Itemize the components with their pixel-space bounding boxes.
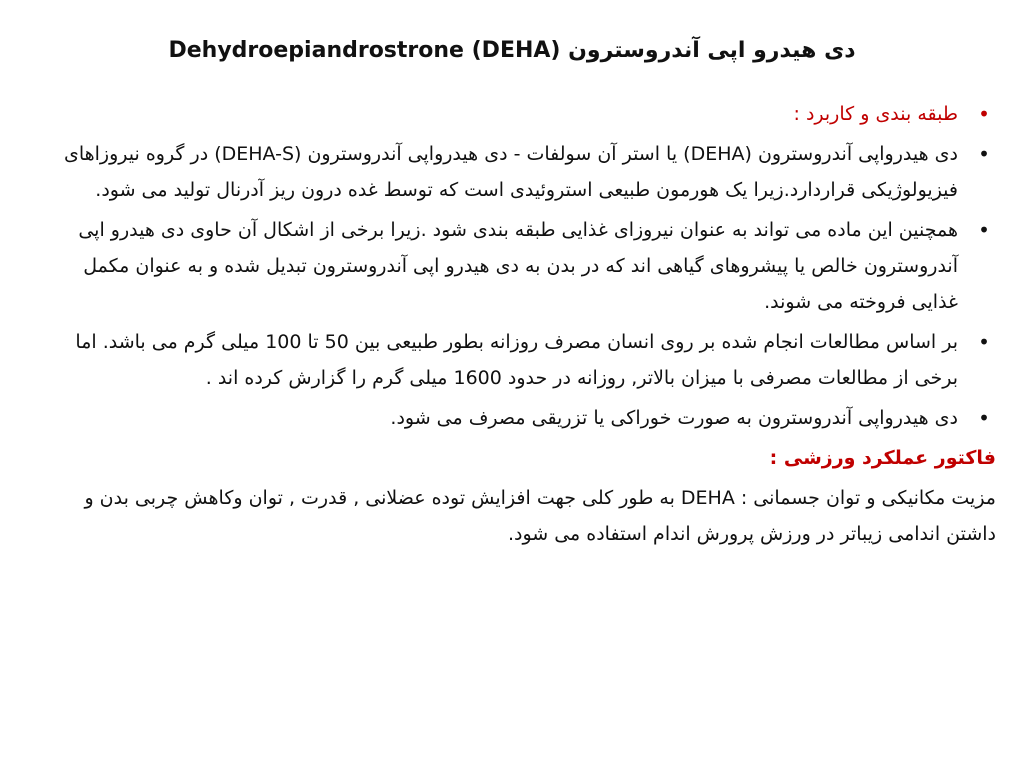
bullet-text: بر اساس مطالعات انجام شده بر روی انسان مصرف روزانه بطور طبیعی بین 50 تا 100 میلی گرم می باشد. اما برخی از مطالعات مصرفی با میزان بالاتر, روزانه در حدود 1600 میلی گرم را گزارش کرده اند .	[75, 331, 958, 389]
bullet-text: دی هیدرواپی آندروسترون به صورت خوراکی یا تزریقی مصرف می شود.	[390, 407, 958, 429]
bullet-dot: •	[978, 218, 990, 242]
bullet-item-classification	[36, 96, 996, 132]
bullet-text: همچنین این ماده می تواند به عنوان نیروزای غذایی طبقه بندی شود .زیرا برخی از اشکال آن حاوی دی هیدرو اپی آندروسترون خالص یا پیشروهای گیاهی اند که در بدن به دی هیدرو اپی آندروسترون تبدیل شده و به عنوان مکمل غذایی فروخته می شوند.	[78, 219, 958, 313]
bullet-item-dosage	[36, 324, 996, 396]
bullet-dot: •	[978, 142, 990, 166]
bullet-text: دی هیدرواپی آندروسترون (DEHA) یا استر آن سولفات - دی هیدرواپی آندروسترون (DEHA-S) در گروه نیروزاهای فیزیولوژیکی قراردارد.زیرا یک هورمون طبیعی استروئیدی است که توسط غده درون ریز آدرنال تولید می شود.	[63, 143, 958, 201]
slide-title: Dehydroepiandrostrone (DEHA) دی هیدرو اپی آندروسترون	[168, 38, 856, 63]
bullet-dot: •	[978, 330, 990, 354]
bullet-list	[36, 96, 996, 436]
section-heading: فاکتور عملکرد ورزشی :	[769, 447, 996, 469]
bullet-item-definition	[36, 136, 996, 208]
section-paragraph: مزیت مکانیکی و توان جسمانی : DEHA به طور کلی جهت افزایش توده عضلانی , قدرت , توان وکاهش چربی بدن و داشتن اندامی زیباتر در ورزش پرورش اندام استفاده می شود.	[84, 487, 996, 545]
slide-content	[36, 96, 996, 552]
bullet-dot: •	[978, 406, 990, 430]
bullet-item-administration	[36, 400, 996, 436]
classification-heading: طبقه بندی و کاربرد :	[793, 103, 958, 125]
bullet-item-supplement	[36, 212, 996, 320]
bullet-dot: •	[978, 102, 990, 126]
